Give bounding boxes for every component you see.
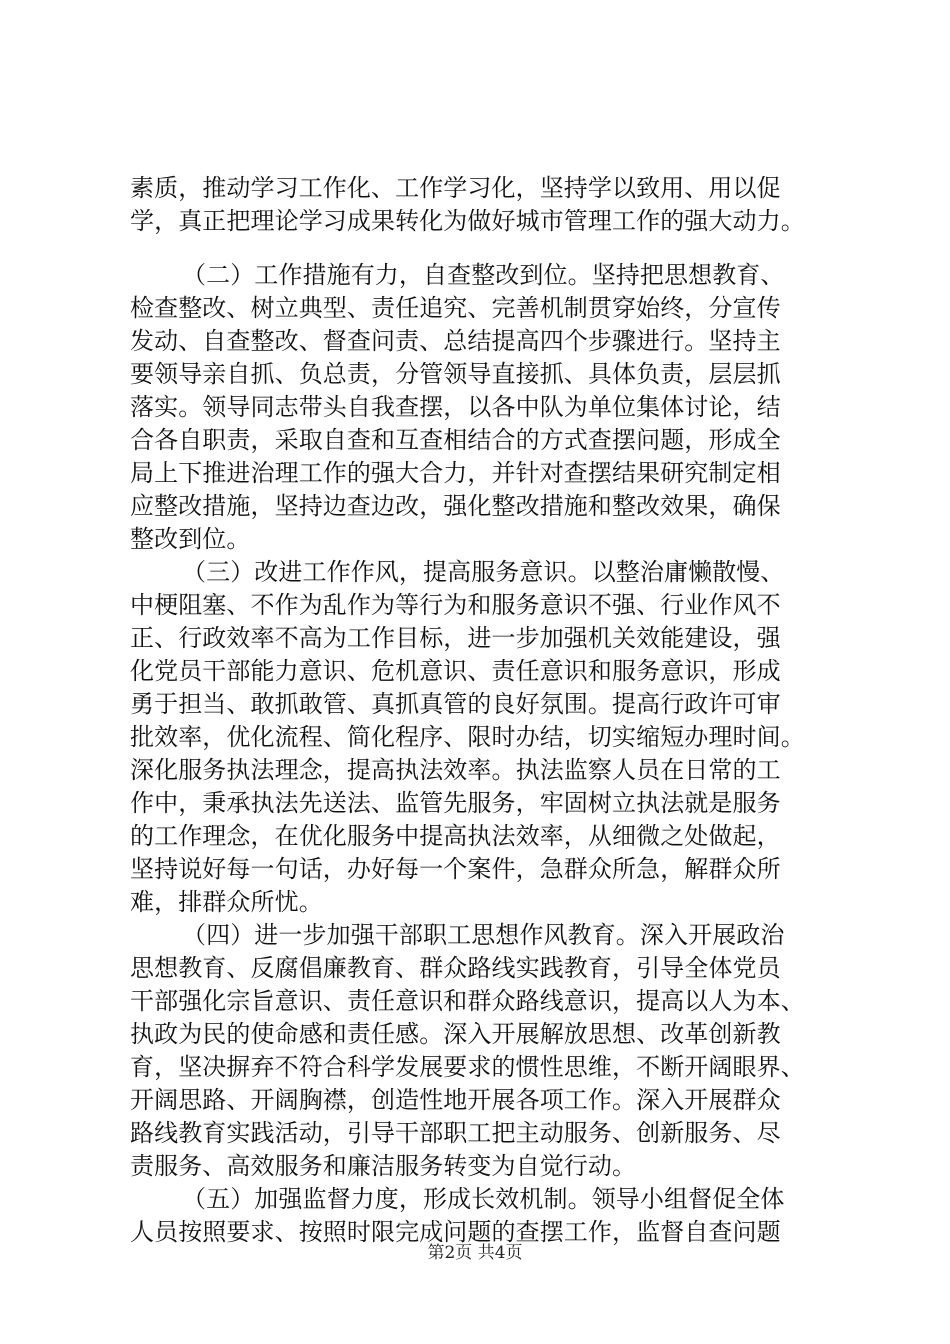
- text-line: 思想教育、反腐倡廉教育、群众路线实践教育，引导全体党员: [130, 954, 781, 982]
- text-line: 应整改措施，坚持边查边改，强化整改措施和整改效果，确保: [130, 492, 781, 520]
- text-line: （五）加强监督力度，形成长效机制。领导小组督促全体: [182, 1185, 785, 1213]
- text-line: 勇于担当、敢抓敢管、真抓真管的良好氛围。提高行政许可审: [130, 690, 781, 718]
- text-line: 发动、自查整改、督查问责、总结提高四个步骤进行。坚持主: [130, 327, 781, 355]
- page-number-footer: 第2页 共4页: [427, 1243, 523, 1263]
- paragraph-section-4: [130, 919, 830, 1183]
- text-line: 育，坚决摒弃不符合科学发展要求的惯性思维，不断开阔眼界、: [130, 1053, 805, 1081]
- paragraph-continuation: [130, 172, 830, 238]
- text-line: （四）进一步加强干部职工思想作风教育。深入开展政治: [182, 921, 785, 949]
- text-line: 正、行政效率不高为工作目标，进一步加强机关效能建设，强: [130, 624, 781, 652]
- text-line: 的工作理念，在优化服务中提高执法效率，从细微之处做起，: [130, 822, 781, 850]
- text-line: 合各自职责，采取自查和互查相结合的方式查摆问题，形成全: [130, 426, 781, 454]
- text-line: 路线教育实践活动，引导干部职工把主动服务、创新服务、尽: [130, 1119, 781, 1147]
- paragraph-section-5: [130, 1183, 830, 1249]
- text-line: 执政为民的使命感和责任感。深入开展解放思想、改革创新教: [130, 1020, 781, 1048]
- text-line: 责服务、高效服务和廉洁服务转变为自觉行动。: [130, 1152, 637, 1180]
- text-line: 中梗阻塞、不作为乱作为等行为和服务意识不强、行业作风不: [130, 591, 781, 619]
- text-line: 化党员干部能力意识、危机意识、责任意识和服务意识，形成: [130, 657, 781, 685]
- paragraph-section-3: [130, 556, 830, 919]
- text-line: 开阔思路、开阔胸襟，创造性地开展各项工作。深入开展群众: [130, 1086, 781, 1114]
- text-line: 检查整改、树立典型、责任追究、完善机制贯穿始终，分宣传: [130, 294, 781, 322]
- text-line: 干部强化宗旨意识、责任意识和群众路线意识，提高以人为本、: [130, 987, 805, 1015]
- text-line: 坚持说好每一句话，办好每一个案件，急群众所急，解群众所: [130, 855, 781, 883]
- text-line: 难，排群众所忧。: [130, 888, 323, 916]
- text-line: 整改到位。: [130, 525, 251, 553]
- text-line: 局上下推进治理工作的强大合力，并针对查摆结果研究制定相: [130, 459, 781, 487]
- text-line: （三）改进工作作风，提高服务意识。以整治庸懒散慢、: [182, 558, 785, 586]
- text-line: 批效率，优化流程、简化程序、限时办结，切实缩短办理时间。: [130, 723, 805, 751]
- paragraph-section-2: [130, 259, 830, 556]
- text-line: 深化服务执法理念，提高执法效率。执法监察人员在日常的工: [130, 756, 781, 784]
- text-line: 要领导亲自抓、负总责，分管领导直接抓、具体负责，层层抓: [130, 360, 781, 388]
- paragraph-gap: [130, 238, 830, 259]
- text-line: 落实。领导同志带头自我查摆，以各中队为单位集体讨论，结: [130, 393, 781, 421]
- text-line: （二）工作措施有力，自查整改到位。坚持把思想教育、: [182, 261, 785, 289]
- text-line: 人员按照要求、按照时限完成问题的查摆工作，监督自查问题: [130, 1218, 781, 1246]
- text-line: 素质，推动学习工作化、工作学习化，坚持学以致用、用以促: [130, 174, 781, 202]
- document-body: [130, 172, 830, 1249]
- text-line: 学，真正把理论学习成果转化为做好城市管理工作的强大动力。: [130, 207, 805, 235]
- text-line: 作中，秉承执法先送法、监管先服务，牢固树立执法就是服务: [130, 789, 781, 817]
